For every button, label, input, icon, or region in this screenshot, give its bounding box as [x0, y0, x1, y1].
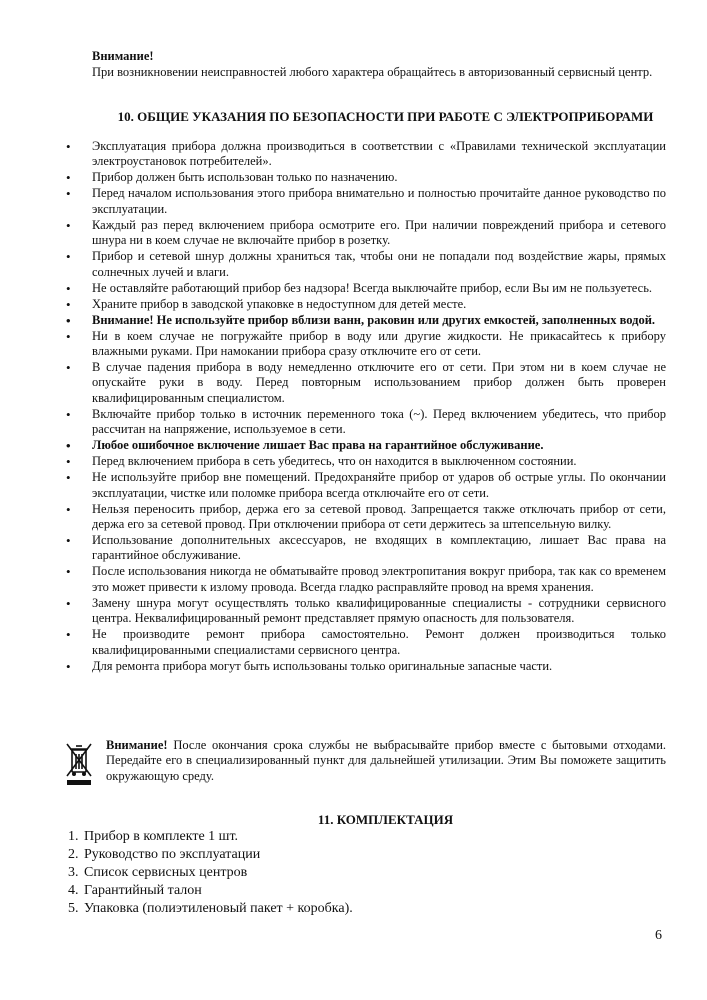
disposal-notice [62, 738, 666, 794]
bullet-icon: • [66, 533, 71, 549]
bullet-icon: • [66, 170, 71, 186]
list-item: 4. Гарантийный талон [68, 883, 202, 898]
list-item: • Использование дополнительных аксессуаров, не входящих в комплектацию, лишает Вас права на гарантийное обслуживание. [66, 533, 666, 563]
disposal-notice-text: Внимание! После окончания срока службы не выбрасывайте прибор вместе с бытовыми отходами. Передайте его в специализированный пункт для дальнейшей утилизации. Этим Вы поможете защитить окружающую среду. [106, 738, 667, 783]
list-item: • Не производите ремонт прибора самостоятельно. Ремонт должен производиться только квалифицированными специалистами сервисного центра. [66, 627, 666, 657]
list-item: 5. Упаковка (полиэтиленовый пакет + коробка). [68, 901, 353, 916]
list-item: 2. Руководство по эксплуатации [68, 847, 261, 862]
bullet-icon: • [66, 454, 71, 470]
bullet-icon: • [66, 296, 71, 312]
bullet-icon: • [66, 139, 71, 154]
list-item: • Перед включением прибора в сеть убедитесь, что он находится в выключенном состоянии. [66, 454, 577, 470]
service-warning-title: Внимание! [92, 49, 154, 63]
bullet-icon: • [66, 249, 71, 265]
disposal-notice-title: Внимание! [106, 738, 168, 752]
list-item: • В случае падения прибора в воду немедленно отключите его от сети. При этом ни в коем случае не опускайте руки в воду. Перед повторным использованием прибор должен быть проверен квалифицированным специалистом. [66, 360, 666, 405]
list-item: • Включайте прибор только в источник переменного тока (~). Перед включением убедитесь, что прибор рассчитан на напряжение, используемое в сети. [66, 406, 666, 437]
bullet-icon: • [66, 564, 71, 580]
list-item: 3. Список сервисных центров [68, 865, 248, 880]
list-item: • Перед началом использования этого прибора внимательно и полностью прочитайте данное руководство по эксплуатации. [66, 186, 666, 216]
list-item: • Нельзя переносить прибор, держа его за сетевой провод. Запрещается также отключать прибор от сети, держа его за сетевой провод. При отключении прибора от сети держитесь за штепсельную вилку. [66, 501, 666, 532]
bullet-icon: • [66, 217, 71, 233]
list-item: • Не используйте прибор вне помещений. Предохраняйте прибор от ударов об острые углы. По окончании эксплуатации, чистке или поломке прибора всегда отключайте его от сети. [66, 470, 666, 500]
bullet-icon: • [66, 438, 71, 454]
list-item-emphasis: • Любое ошибочное включение лишает Вас права на гарантийное обслуживание. [66, 438, 544, 454]
list-item: • После использования никогда не обматывайте провод электропитания вокруг прибора, так как со временем это может привести к излому провода. Всегда гладко расправляйте провод на время хранения. [66, 564, 666, 594]
bullet-icon: • [66, 406, 71, 422]
list-item: • Не оставляйте работающий прибор без надзора! Всегда выключайте прибор, если Вы им не пользуетесь. [66, 280, 653, 296]
section-10-heading: 10. ОБЩИЕ УКАЗАНИЯ ПО БЕЗОПАСНОСТИ ПРИ РАБОТЕ С ЭЛЕКТРОПРИБОРАМИ [117, 109, 654, 124]
section-11-heading: 11. КОМПЛЕКТАЦИЯ [317, 812, 454, 827]
bullet-icon: • [66, 627, 71, 643]
list-item: • Прибор должен быть использован только по назначению. [66, 170, 398, 186]
bullet-icon: • [66, 470, 71, 486]
list-item: • Каждый раз перед включением прибора осмотрите его. При наличии повреждений прибора и сетевого шнура ни в коем случае не включайте прибор в розетку. [66, 217, 666, 248]
safety-instructions-list [62, 139, 666, 675]
bullet-icon: • [66, 280, 71, 296]
bullet-icon: • [66, 501, 71, 517]
package-contents-list [62, 828, 353, 918]
list-item: • Прибор и сетевой шнур должны храниться так, чтобы они не попадали под воздействие жары, прямых солнечных лучей и влаги. [66, 249, 666, 279]
list-item-emphasis: • Внимание! Не используйте прибор вблизи ванн, раковин или других емкостей, заполненных водой. [66, 312, 656, 328]
list-item: • Ни в коем случае не погружайте прибор в воду или другие жидкости. Не прикасайтесь к прибору влажными руками. При намокании прибора сразу отключите его от сети. [66, 328, 666, 359]
list-item: • Замену шнура могут осуществлять только квалифицированные специалисты - сотрудники сервисного центра. Неквалифицированный ремонт представляет прямую опасность для пользователя. [66, 595, 666, 626]
bullet-icon: • [66, 658, 71, 674]
list-item: • Храните прибор в заводской упаковке в недоступном для детей месте. [66, 296, 467, 312]
page-number: 6 [655, 928, 662, 943]
list-item: 1. Прибор в комплекте 1 шт. [68, 829, 239, 844]
service-warning [92, 48, 666, 80]
list-item: • Эксплуатация прибора должна производиться в соответствии с «Правилами технической эксплуатации электроустановок потребителей». [66, 139, 666, 169]
bullet-icon: • [66, 595, 71, 611]
crossed-bin-icon [64, 740, 94, 788]
bullet-icon: • [66, 360, 71, 376]
bullet-icon: • [66, 186, 71, 202]
bullet-icon: • [66, 312, 71, 328]
service-warning-text: При возникновении неисправностей любого характера обращайтесь в авторизованный сервисный центр. [92, 65, 653, 79]
bullet-icon: • [66, 328, 71, 344]
list-item: • Для ремонта прибора могут быть использованы только оригинальные запасные части. [66, 658, 553, 674]
